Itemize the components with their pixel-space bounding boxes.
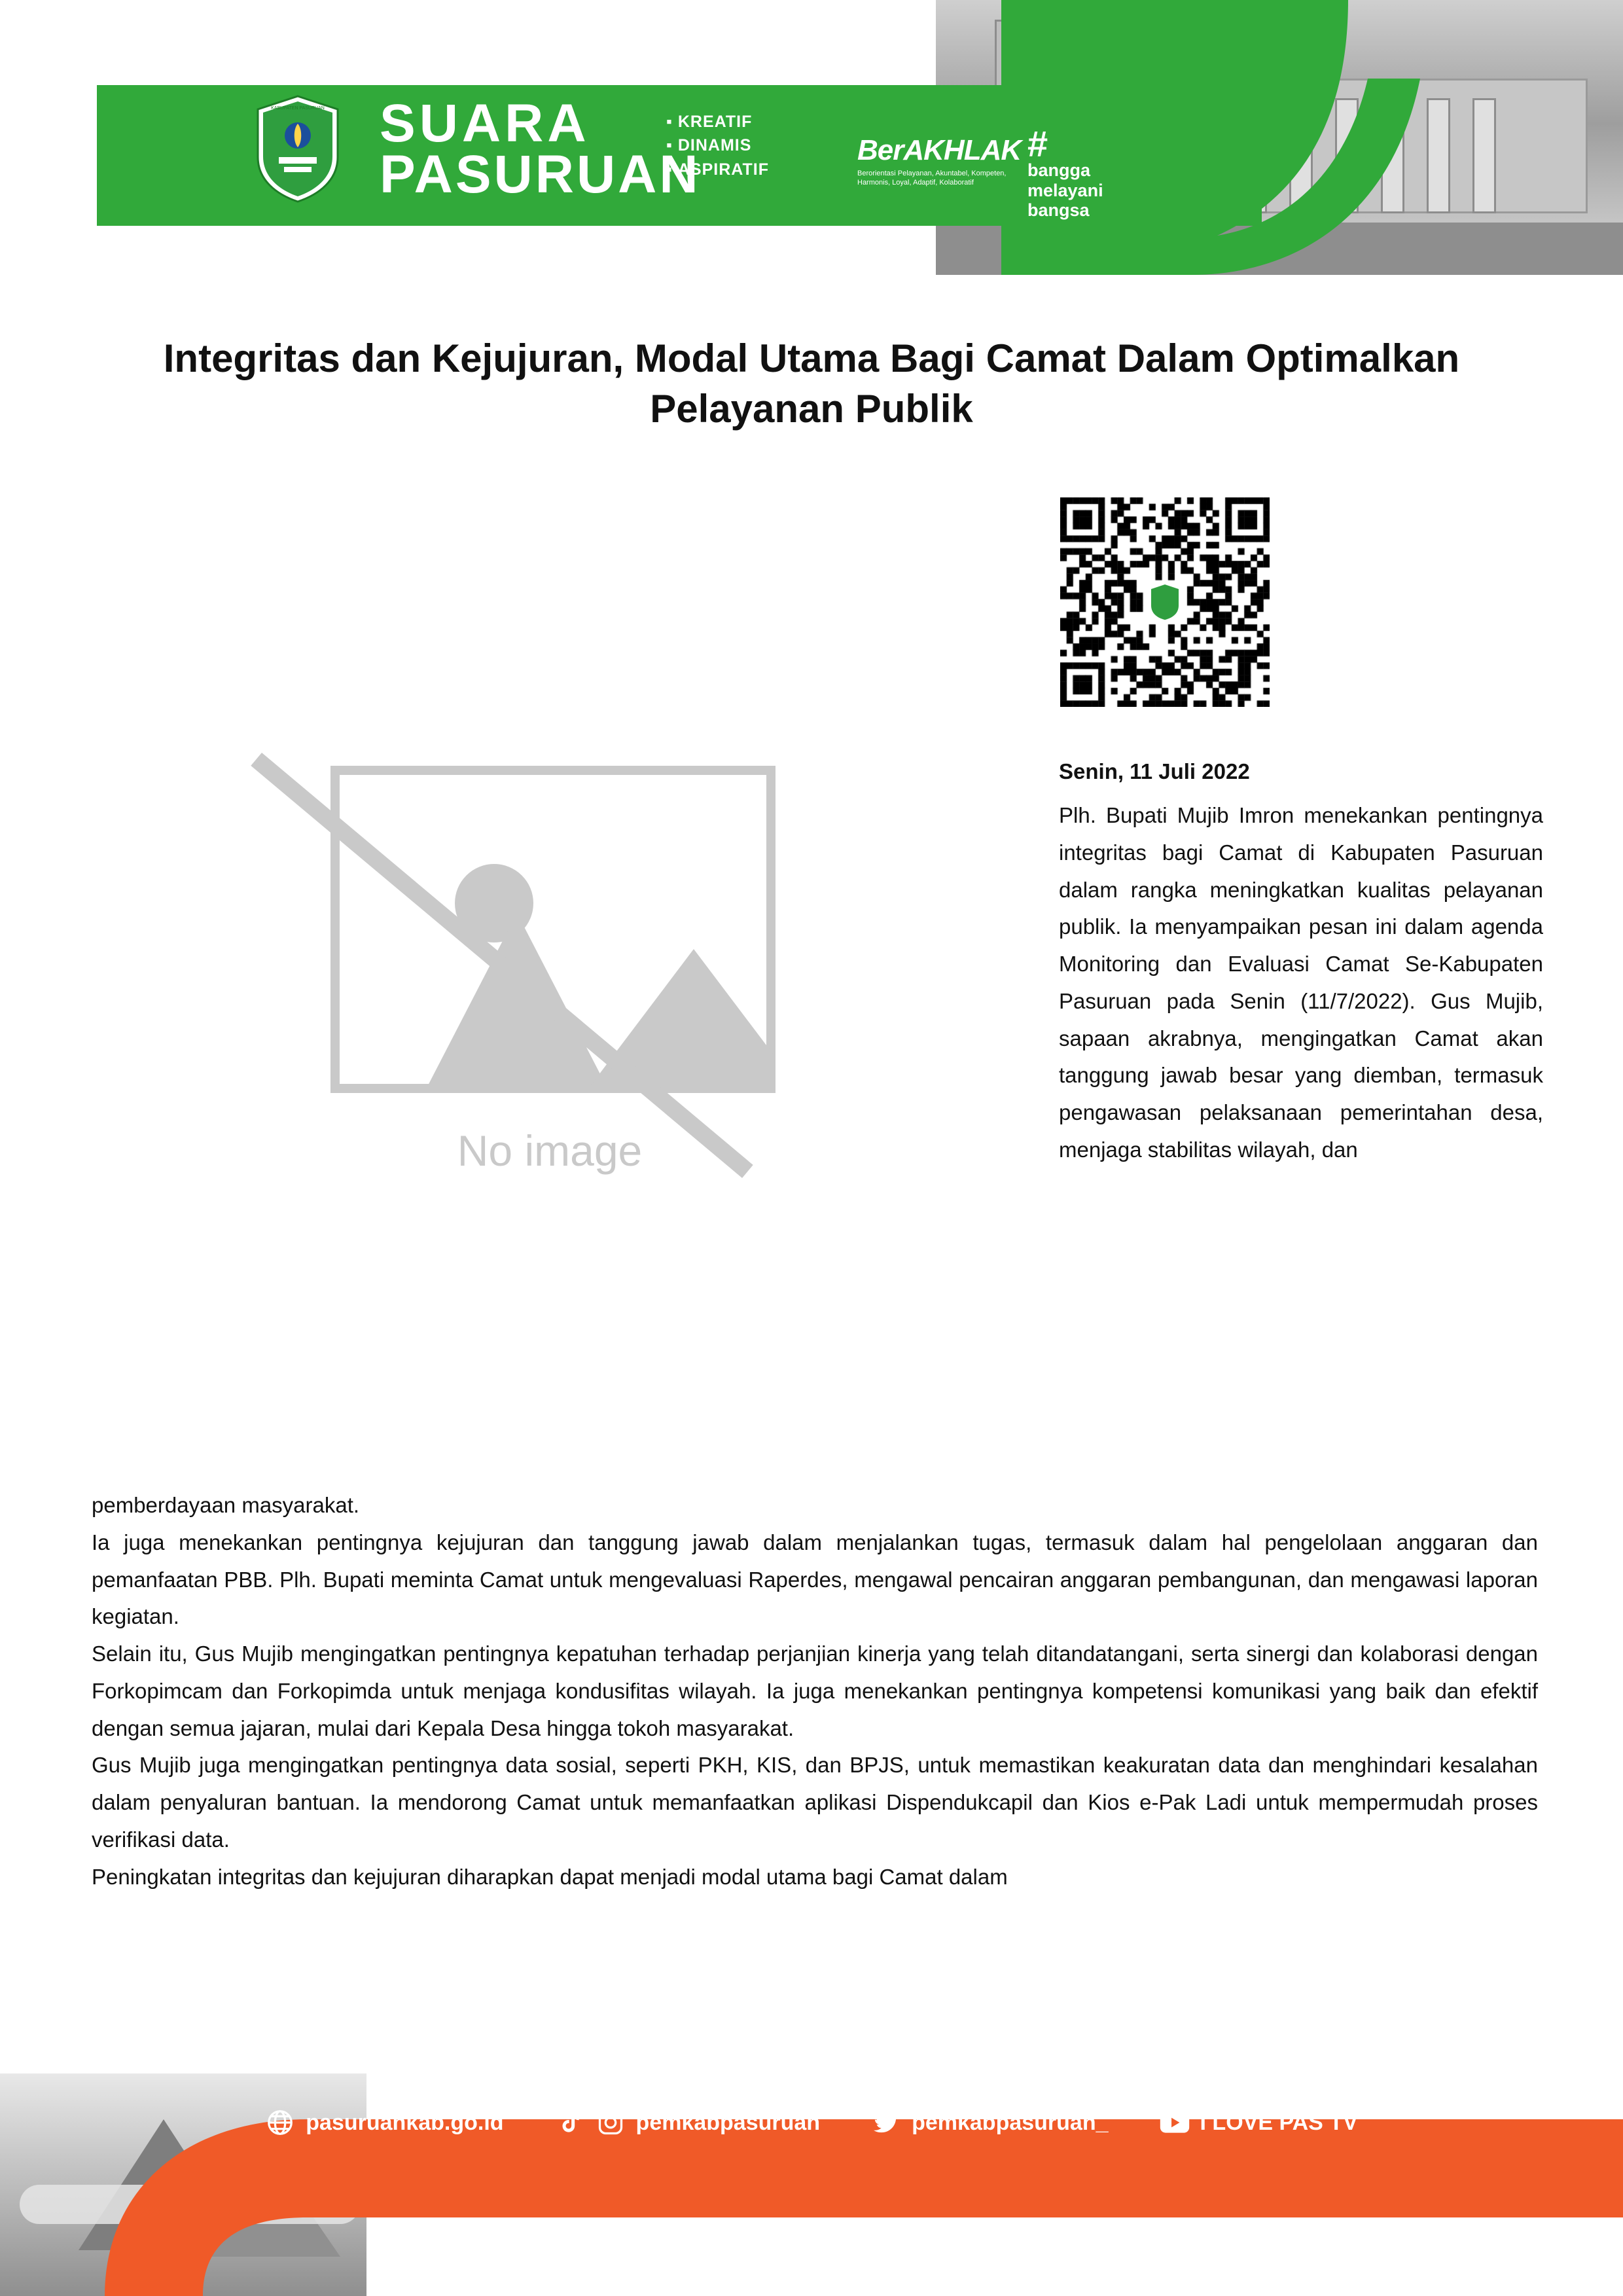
youtube-icon bbox=[1160, 2108, 1190, 2138]
berakhlak-subtitle: Berorientasi Pelayanan, Akuntabel, Kompeten, Harmonis, Loyal, Adaptif, Kolaboratif bbox=[857, 170, 1007, 187]
bangga-melayani-bangsa-logo bbox=[1027, 123, 1103, 220]
footer-social-bar bbox=[0, 2073, 1623, 2172]
article-paragraph: Gus Mujib juga mengingatkan pentingnya data sosial, seperti PKH, KIS, dan BPJS, untuk memastikan keakuratan data dan menghindari kesalahan dalam penyaluran bantuan. Ia mendorong Camat untuk memanfaatkan aplikasi Dispendukcapil dan Kios e-Pak Ladi untuk mempermudah proses verifikasi data. bbox=[92, 1753, 1538, 1852]
page-header bbox=[0, 0, 1623, 275]
website-label: pasuruankab.go.id bbox=[306, 2109, 504, 2135]
brand-line-1: SUARA bbox=[380, 94, 590, 153]
page-title: Integritas dan Kejujuran, Modal Utama Bagi Camat Dalam Optimalkan Pelayanan Publik bbox=[163, 336, 1460, 431]
tiktok-icon bbox=[555, 2108, 585, 2138]
twitter-label: pemkabpasuruan_ bbox=[912, 2109, 1109, 2135]
article-date: Senin, 11 Juli 2022 bbox=[1059, 759, 1250, 783]
image-glyph-clip bbox=[330, 766, 776, 1093]
article-paragraph: pemberdayaan masyarakat. bbox=[92, 1493, 360, 1517]
instagram-label: pemkabpasuruan bbox=[635, 2109, 821, 2135]
qr-code[interactable] bbox=[1060, 497, 1270, 707]
footer-item-youtube[interactable] bbox=[1160, 2108, 1358, 2138]
brand-tagline bbox=[666, 110, 769, 181]
article-paragraph: Selain itu, Gus Mujib mengingatkan pentingnya kepatuhan terhadap perjanjian kinerja yang telah ditandatangani, serta sinergi dan kolaborasi dengan Forkopimcam dan Forkopimda untuk menjaga kondusifitas wilayah. Ia juga menekankan pentingnya kompetensi komunikasi yang baik dan efektif dengan semua jajaran, mulai dari Kepala Desa hingga tokoh masyarakat. bbox=[92, 1641, 1538, 1740]
twitter-icon bbox=[871, 2108, 901, 2138]
hash-icon: # bbox=[1027, 123, 1048, 164]
qr-center-logo-icon bbox=[1147, 581, 1183, 623]
brand-line-2: PASURUAN bbox=[380, 144, 701, 204]
svg-text:KABUPATEN PASURUAN: KABUPATEN PASURUAN bbox=[271, 106, 325, 111]
bangga-line-3: bangsa bbox=[1027, 200, 1090, 220]
tagline-item-2: ▪ DINAMIS bbox=[666, 134, 769, 157]
tagline-item-3: ▪ ASPIRATIF bbox=[666, 158, 769, 181]
tagline-item-1: ▪ KREATIF bbox=[666, 110, 769, 134]
footer-item-social-handles[interactable] bbox=[555, 2108, 821, 2138]
bangga-line-1: bangga bbox=[1027, 160, 1091, 181]
bangga-line-2: melayani bbox=[1027, 180, 1103, 200]
berakhlak-title: BerAKHLAK bbox=[857, 134, 1022, 166]
pasuruan-regency-logo-icon bbox=[255, 95, 340, 203]
footer-item-twitter[interactable] bbox=[871, 2108, 1108, 2138]
image-placeholder-caption: No image bbox=[457, 1126, 643, 1175]
article-paragraph: Ia juga menekankan pentingnya kejujuran dan tanggung jawab dalam menjalankan tugas, termasuk dalam hal pengelolaan anggaran dan pemanfaatan PBB. Plh. Bupati meminta Camat untuk mengevaluasi Raperdes, mengawal pencairan anggaran pembangunan, dan mengawasi laporan kegiatan. bbox=[92, 1530, 1538, 1629]
footer-item-website[interactable] bbox=[265, 2108, 503, 2138]
youtube-label: I LOVE PAS TV bbox=[1200, 2109, 1358, 2135]
globe-icon bbox=[265, 2108, 295, 2138]
article-body bbox=[92, 1487, 1538, 1895]
article-paragraph: Peningkatan integritas dan kejujuran diharapkan dapat menjadi modal utama bagi Camat dalam bbox=[92, 1864, 1008, 1889]
mountain-secondary-icon bbox=[573, 949, 776, 1093]
page-footer bbox=[0, 2073, 1623, 2296]
article-intro-column: Plh. Bupati Mujib Imron menekankan pentingnya integritas bagi Camat di Kabupaten Pasuruan dalam rangka meningkatkan kualitas pelayanan publik. Ia menyampaikan pesan ini dalam agenda Monitoring dan Evaluasi Camat Se-Kabupaten Pasuruan pada Senin (11/7/2022). Gus Mujib, sapaan akrabnya, mengingatkan Camat akan tanggung jawab besar yang diemban, termasuk pengawasan pelaksanaan pemerintahan desa, menjaga stabilitas wilayah, dan bbox=[1059, 803, 1543, 1162]
image-placeholder bbox=[275, 733, 825, 1230]
instagram-icon bbox=[596, 2108, 626, 2138]
berakhlak-logo bbox=[857, 134, 1021, 188]
